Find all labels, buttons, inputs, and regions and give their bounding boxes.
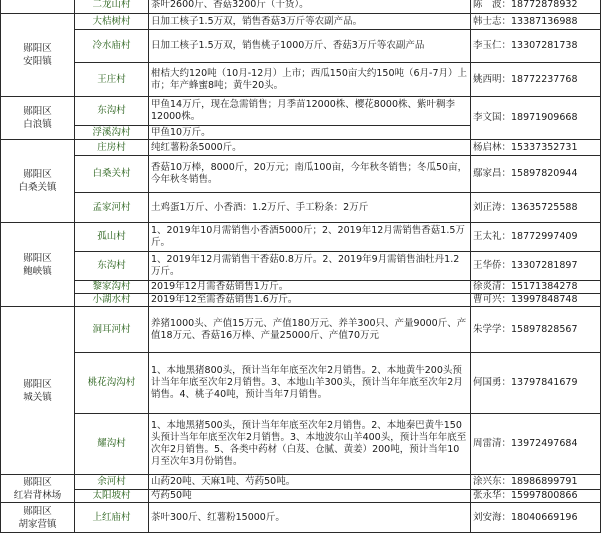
town-name-line: 郧阳区 [23, 252, 52, 264]
table-row [1, 353, 601, 414]
village-name: 孤山村 [75, 223, 149, 252]
produce-detail: 土鸡蛋1万斤、小香酒：1.2万斤、手工粉条：2万斤 [149, 193, 471, 223]
contact-info: 周雷清：13972497684 [471, 414, 601, 475]
town-name-line: 红岩背林场 [13, 489, 62, 501]
village-name: 东沟村 [75, 97, 149, 126]
contact-info: 刘安海：18040669196 [471, 503, 601, 533]
village-name: 孟家河村 [75, 193, 149, 223]
contact-info: 杨启林：15337352731 [471, 140, 601, 156]
table-row [1, 30, 601, 63]
produce-detail: 1、本地黑猪500头，预计当年年底至次年2月销售。2、本地秦巴黄牛150头预计当年年底至次年2月销售。3、本地波尔山羊400头，预计当年年底至次年2月销售。5、各类中药材（白芨、仓腻、黄姜）200吨，预计当年10月至次年3月份销售。 [149, 414, 471, 475]
table-row [1, 281, 601, 294]
town-cell [1, 307, 75, 475]
village-name: 浮溪沟村 [75, 126, 149, 140]
town-name-line: 鲍峡镇 [23, 265, 52, 277]
village-name: 庄房村 [75, 140, 149, 156]
town-name-line: 郧阳区 [23, 476, 52, 488]
village-name: 洞耳河村 [75, 307, 149, 353]
table-row [1, 14, 601, 30]
contact-info: 姚西明：18772237768 [471, 63, 601, 97]
village-name: 白桑关村 [75, 156, 149, 193]
town-name-line: 郧阳区 [23, 169, 52, 180]
table-row [1, 223, 601, 252]
produce-detail: 1、2019年12月需销售干香菇0.8万斤。2、2019年9月需销售油牡丹1.2万斤。 [149, 252, 471, 281]
contact-info: 何国勇：13797841679 [471, 353, 601, 414]
village-name: 耀沟村 [75, 414, 149, 475]
village-name: 余河村 [75, 475, 149, 490]
produce-detail: 纯红薯粉条5000斤。 [149, 140, 471, 156]
contact-info: 曹可兴：13997848748 [471, 294, 601, 307]
town-cell [1, 97, 75, 140]
contact-info: 徐炎清：15171384278 [471, 281, 601, 294]
produce-detail: 香菇10万棒，8000斤，20万元；南瓜100亩，今年秋冬销售；冬瓜50亩，今年秋冬销售。 [149, 156, 471, 193]
produce-detail: 甲鱼14万斤，现在急需销售；月季苗12000株、樱花8000株、紫叶稠李12000株。 [149, 97, 471, 126]
village-name: 二龙山村 [75, 0, 149, 14]
town-cell [1, 475, 75, 503]
town-cell [1, 14, 75, 97]
table-row [1, 414, 601, 475]
village-name: 黎家沟村 [75, 281, 149, 294]
contact-info: 王华侨：13307281897 [471, 252, 601, 281]
contact-info: 鄢家昌：15897820944 [471, 156, 601, 193]
village-name: 桃花沟沟村 [75, 353, 149, 414]
contact-info: 张永华：15997800866 [471, 490, 601, 503]
town-name-line: 胡家营镇 [18, 518, 57, 530]
table-row [1, 97, 601, 126]
produce-detail: 养猪1000头、产值15万元、产值180万元、养羊300只、产量9000斤、产值18万元、香菇16万棒、产量25000斤、产值70万元 [149, 307, 471, 353]
table-row [1, 193, 601, 223]
table-row [1, 252, 601, 281]
town-name-line: 安阳镇 [23, 56, 52, 67]
table-row [1, 156, 601, 193]
produce-detail: 芍药50吨 [149, 490, 471, 503]
village-name: 王庄村 [75, 63, 149, 97]
contact-info: 李文国：18971909668 [471, 97, 601, 140]
table-body [1, 0, 601, 533]
produce-detail: 日加工核子1.5万双，销售桃子1000万斤、香菇3万斤等农副产品 [149, 30, 471, 63]
produce-detail: 甲鱼10万斤。 [149, 126, 471, 140]
table-row [1, 294, 601, 307]
town-cell [1, 0, 75, 14]
produce-detail: 1、本地黑猪800头，预计当年年底至次年2月销售。2、本地黄牛200头预计当年年底至次年2月销售。3、本地山羊300头，预计当年年底至次年2月销售。4、桃子40吨，预计当年7月销售。 [149, 353, 471, 414]
town-name-line: 白浪镇 [23, 119, 52, 130]
produce-detail: 山药20吨、天麻1吨、芍药50吨。 [149, 475, 471, 490]
contact-info: 涂兴东：18986899791 [471, 475, 601, 490]
contact-info: 朱学学：15897828567 [471, 307, 601, 353]
table-row [1, 0, 601, 14]
contact-info: 韩士志：13387136988 [471, 14, 601, 30]
contact-info: 刘正涛：13635725588 [471, 193, 601, 223]
town-name-line: 郧阳区 [23, 106, 52, 117]
town-name-line: 城关镇 [23, 391, 52, 403]
contact-info: 李玉仁：13307281738 [471, 30, 601, 63]
table-row [1, 63, 601, 97]
produce-detail: 日加工核子1.5万双，销售香菇3万斤等农副产品。 [149, 14, 471, 30]
contact-info: 陈 波：18772878932 [471, 0, 601, 14]
village-name: 小湖水村 [75, 294, 149, 307]
village-name: 上红庙村 [75, 503, 149, 533]
town-cell [1, 223, 75, 307]
produce-detail: 2019年12月需香菇销售1万斤。 [149, 281, 471, 294]
table-row [1, 307, 601, 353]
table-row [1, 475, 601, 490]
town-name-line: 郧阳区 [23, 505, 52, 517]
village-name: 东沟村 [75, 252, 149, 281]
town-name-line: 郧阳区 [23, 378, 52, 390]
town-cell [1, 503, 75, 533]
village-name: 太阳坡村 [75, 490, 149, 503]
town-name-line: 白桑关镇 [18, 182, 57, 193]
table-row [1, 503, 601, 533]
contact-info: 王太礼：18772997409 [471, 223, 601, 252]
town-name-line: 郧阳区 [23, 43, 52, 54]
produce-detail: 茶叶300斤、红薯粉15000斤。 [149, 503, 471, 533]
village-name: 冷水庙村 [75, 30, 149, 63]
town-cell [1, 140, 75, 223]
table-row [1, 490, 601, 503]
table-row [1, 140, 601, 156]
village-name: 大桔树村 [75, 14, 149, 30]
produce-detail: 柑桔大约120吨（10月-12月）上市；西瓜150亩大约150吨（6月-7月）上市；年产蜂蜜8吨；黄牛20头。 [149, 63, 471, 97]
produce-detail: 2019年12至需香菇销售1.6万斤。 [149, 294, 471, 307]
produce-detail: 1、2019年10月需销售小香酒5000斤；2、2019年12月需销售香菇1.5万斤。 [149, 223, 471, 252]
produce-detail: 茶叶2600斤、香菇3200斤（干货）。 [149, 0, 471, 14]
